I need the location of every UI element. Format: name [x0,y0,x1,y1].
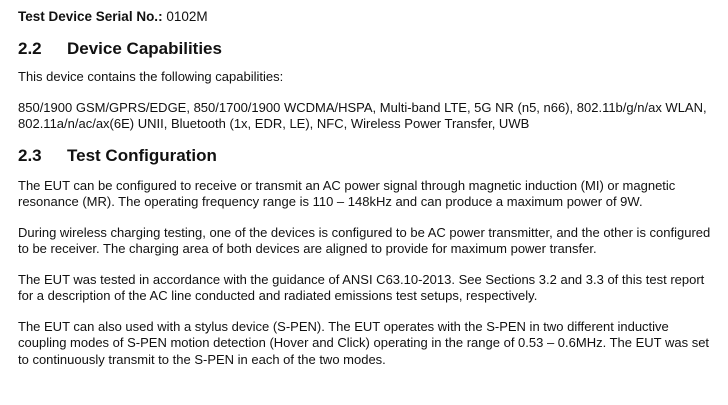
section-heading-test-configuration [18,145,718,167]
configuration-paragraph: The EUT can be configured to receive or transmit an AC power signal through magnetic induction (MI) or magnetic resonance (MR). The operating frequency range is 110 – 148kHz and can produce a maximum power of 9W. [18,177,676,209]
section-title: Test Configuration [67,145,217,165]
section-title: Device Capabilities [67,39,222,58]
capabilities-list-paragraph: 850/1900 GSM/GPRS/EDGE, 850/1700/1900 WCDMA/HSPA, Multi-band LTE, 5G NR (n5, n66), 802.11b/g/n/ax WLAN, 802.11a/n/ac/ax(6E) UNII, Bluetooth (1x, EDR, LE), NFC, Wireless Power Transfer, UWB [18,99,707,131]
configuration-paragraph: The EUT was tested in accordance with the guidance of ANSI C63.10-2013. See Sections 3.2 and 3.3 of this test report for a description of the AC line conducted and radiated emissions test setups, respectively. [18,271,705,303]
configuration-paragraph: During wireless charging testing, one of the devices is configured to be AC power transmitter, and the other is configured to be receiver. The charging area of both devices are aligned to provide for maximum power transfer. [18,224,711,256]
section-number: 2.2 [18,39,42,58]
capabilities-intro-paragraph: This device contains the following capabilities: [18,69,284,84]
serial-number-label: Test Device Serial No.: [18,9,163,24]
serial-number-line [18,8,718,26]
configuration-paragraph: The EUT can also used with a stylus device (S-PEN). The EUT operates with the S-PEN in two different inductive coupling modes of S-PEN motion detection (Hover and Click) operating in the range of 0.53 – 0.6MHz. The EUT was set to continuously transmit to the S-PEN in each of the two modes. [18,318,710,367]
document-page [18,8,718,368]
section-heading-device-capabilities [18,38,718,60]
serial-number-value: 0102M [166,9,208,24]
section-number: 2.3 [18,145,42,165]
